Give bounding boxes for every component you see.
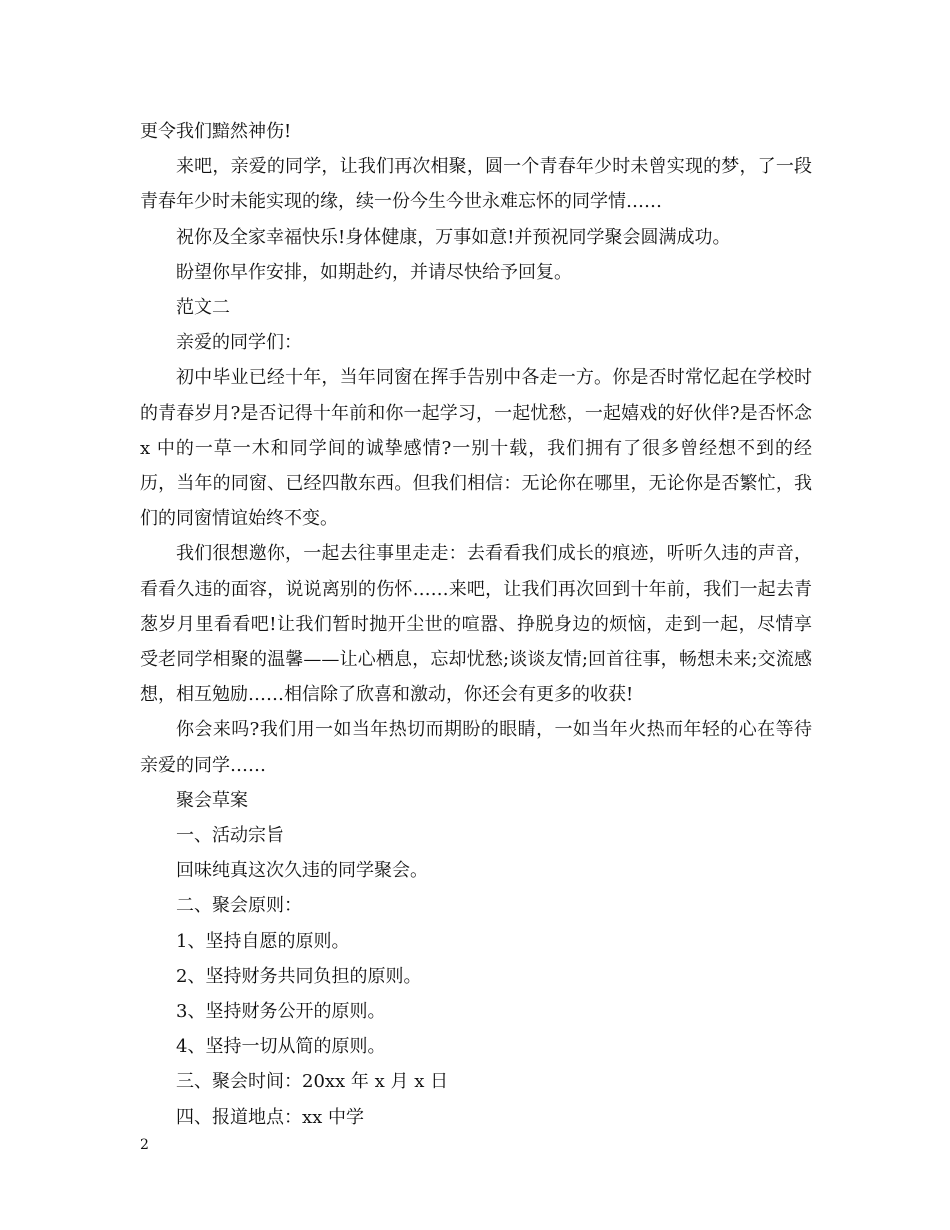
paragraph-memories: 我们很想邀你，一起去往事里走走：去看看我们成长的痕迹，听听久违的声音，看看久违的面容，说说离别的伤怀……来吧，让我们再次回到十年前，我们一起去青葱岁月里看看吧!让我们暂时抛开尘世的喧嚣、挣脱身边的烦恼，走到一起，尽情享受老同学相聚的温馨——让心栖息，忘却忧愁;谈谈友情;回首往事，畅想未来;交流感想，相互勉励……相信除了欣喜和激动，你还会有更多的收获! [140, 543, 812, 706]
section-heading-sample-two: 范文二 [176, 297, 230, 319]
section-heading-draft: 聚会草案 [176, 789, 248, 811]
list-item-principle-4: 4、坚持一切从简的原则。 [176, 1036, 386, 1058]
paragraph-salutation: 亲爱的同学们： [176, 332, 302, 354]
list-item-principle-1: 1、坚持自愿的原则。 [176, 930, 350, 952]
page-number: 2 [140, 1137, 149, 1153]
list-heading-purpose: 一、活动宗旨 [176, 825, 284, 847]
list-heading-time: 三、聚会时间：20xx 年 x 月 x 日 [176, 1071, 449, 1093]
paragraph-purpose: 回味纯真这次久违的同学聚会。 [176, 860, 428, 882]
paragraph-reply-request: 盼望你早作安排，如期赴约，并请尽快给予回复。 [176, 261, 572, 283]
paragraph-graduation: 初中毕业已经十年，当年同窗在挥手告别中各走一方。你是否时常忆起在学校时的青春岁月?是否记得十年前和你一起学习，一起忧愁，一起嬉戏的好伙伴?是否怀念 x 中的一草一木和同学间的诚挚感情?一别十载，我们拥有了很多曾经想不到的经历，当年的同窗、已经四散东西。但我们相信：无论你在哪里，无论你是否繁忙，我们的同窗情谊始终不变。 [140, 367, 812, 530]
paragraph-wishes: 祝你及全家幸福快乐!身体健康，万事如意!并预祝同学聚会圆满成功。 [176, 226, 731, 248]
list-heading-location: 四、报道地点：xx 中学 [176, 1106, 365, 1128]
list-item-principle-2: 2、坚持财务共同负担的原则。 [176, 965, 422, 987]
paragraph-invitation: 来吧，亲爱的同学，让我们再次相聚，圆一个青春年少时未曾实现的梦，了一段青春年少时未能实现的缘，续一份今生今世永难忘怀的同学情…… [140, 156, 812, 213]
paragraph-closing-line: 更令我们黯然神伤! [140, 121, 292, 142]
list-item-principle-3: 3、坚持财务公开的原则。 [176, 1001, 386, 1023]
document-body [140, 114, 812, 1135]
paragraph-will-you-come: 你会来吗?我们用一如当年热切而期盼的眼睛，一如当年火热而年轻的心在等待亲爱的同学…… [140, 719, 812, 776]
list-heading-principles: 二、聚会原则： [176, 895, 302, 917]
